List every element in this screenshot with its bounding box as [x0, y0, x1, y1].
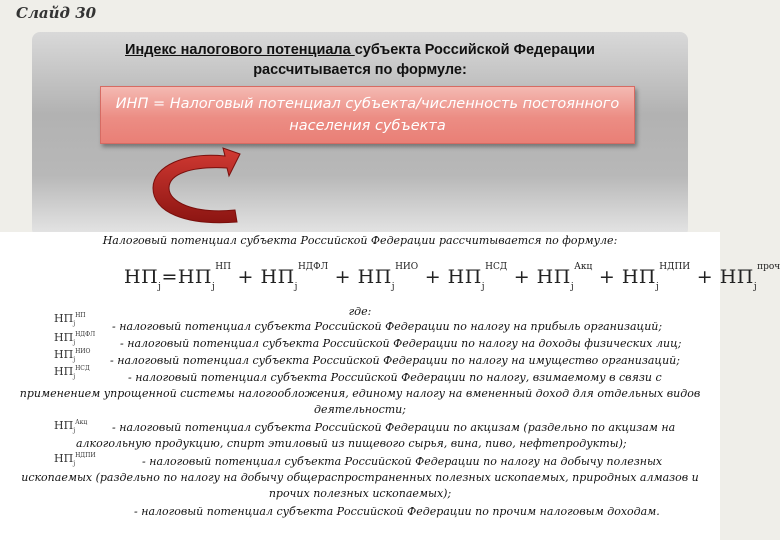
formula-term: $НП_j^{НДПИ}$ — [621, 262, 691, 292]
formula-term: $НП_j^{НП}$ — [177, 262, 231, 292]
symbol-ndfl: $НП_j^{НДФЛ}$ — [54, 331, 96, 346]
slide-label: Слайд 30 — [16, 4, 97, 22]
heading-underlined: Индекс налогового потенциала — [125, 42, 355, 58]
curved-arrow-icon — [145, 148, 255, 228]
symbol-nio: $НП_j^{НИО}$ — [54, 348, 91, 363]
heading-line2: рассчитывается по формуле: — [253, 62, 467, 78]
definition-akc-2: алкогольную продукцию, спирт этиловый из пищевого сырья, вина, пиво, нефтепродукты); — [76, 437, 627, 450]
definition-nsd-3: деятельности; — [314, 403, 406, 416]
intro-text: Налоговый потенциал субъекта Российской Федерации рассчитывается по формуле: — [102, 234, 618, 247]
definition-ndpi-3: прочих полезных ископаемых); — [268, 487, 452, 500]
formula-term: $НП_j^{НДФЛ}$ — [260, 262, 329, 292]
definition-nio: - налоговый потенциал субъекта Российской Федерации по налогу на имущество организаций; — [110, 354, 680, 367]
definition-proch: - налоговый потенциал субъекта Российской Федерации по прочим налоговым доходам. — [134, 505, 660, 518]
definition-ndpi-1: - налоговый потенциал субъекта Российской Федерации по налогу на добычу полезных — [142, 455, 663, 468]
heading — [32, 40, 688, 80]
formula-term: $НП_j^{НСД}$ — [447, 262, 508, 292]
symbol-ndpi: $НП_j^{НДПИ}$ — [54, 452, 96, 467]
formula-term: $НП_j^{проч}$ — [719, 262, 780, 292]
formula-term: $НП_j^{НИО}$ — [357, 262, 419, 292]
formula-box — [100, 86, 635, 144]
symbol-akc: $НП_j^{Акц}$ — [54, 419, 88, 434]
symbol-np: $НП_j^{НП}$ — [54, 312, 86, 327]
formula-term: $НП_j^{Акц}$ — [536, 262, 593, 292]
gde-label: где: — [348, 305, 372, 318]
definition-akc-1: - налоговый потенциал субъекта Российской Федерации по акцизам (раздельно по акцизам на — [112, 421, 676, 434]
heading-rest: субъекта Российской Федерации — [354, 42, 595, 58]
definition-nsd-2: применением упрощенной системы налогообложения, единому налогу на вмененный доход для отдельных видов — [19, 387, 701, 400]
definition-ndpi-2: ископаемых (раздельно по налогу на добычу общераспространенных полезных ископаемых, природных алмазов и — [21, 471, 699, 484]
tax-formula: $НП_j=НП_j^{НП} + НП_j^{НДФЛ} + НП_j^{НИО} + НП_j^{НСД} + НП_j^{Акц} + НП_j^{НДПИ} + НП_j^{проч}$ — [124, 262, 780, 292]
symbol-nsd: $НП_j^{НСД}$ — [54, 365, 90, 380]
definition-ndfl: - налоговый потенциал субъекта Российской Федерации по налогу на доходы физических лиц; — [120, 337, 682, 350]
definition-np: - налоговый потенциал субъекта Российской Федерации по налогу на прибыль организаций; — [112, 320, 663, 333]
definition-nsd-1: - налоговый потенциал субъекта Российской Федерации по налогу, взимаемому в связи с — [128, 371, 662, 384]
formula-lhs: $НП_j$ — [124, 266, 162, 292]
formula-box-text: ИНП = Налоговый потенциал субъекта/численность постоянного населения субъекта — [115, 96, 620, 134]
